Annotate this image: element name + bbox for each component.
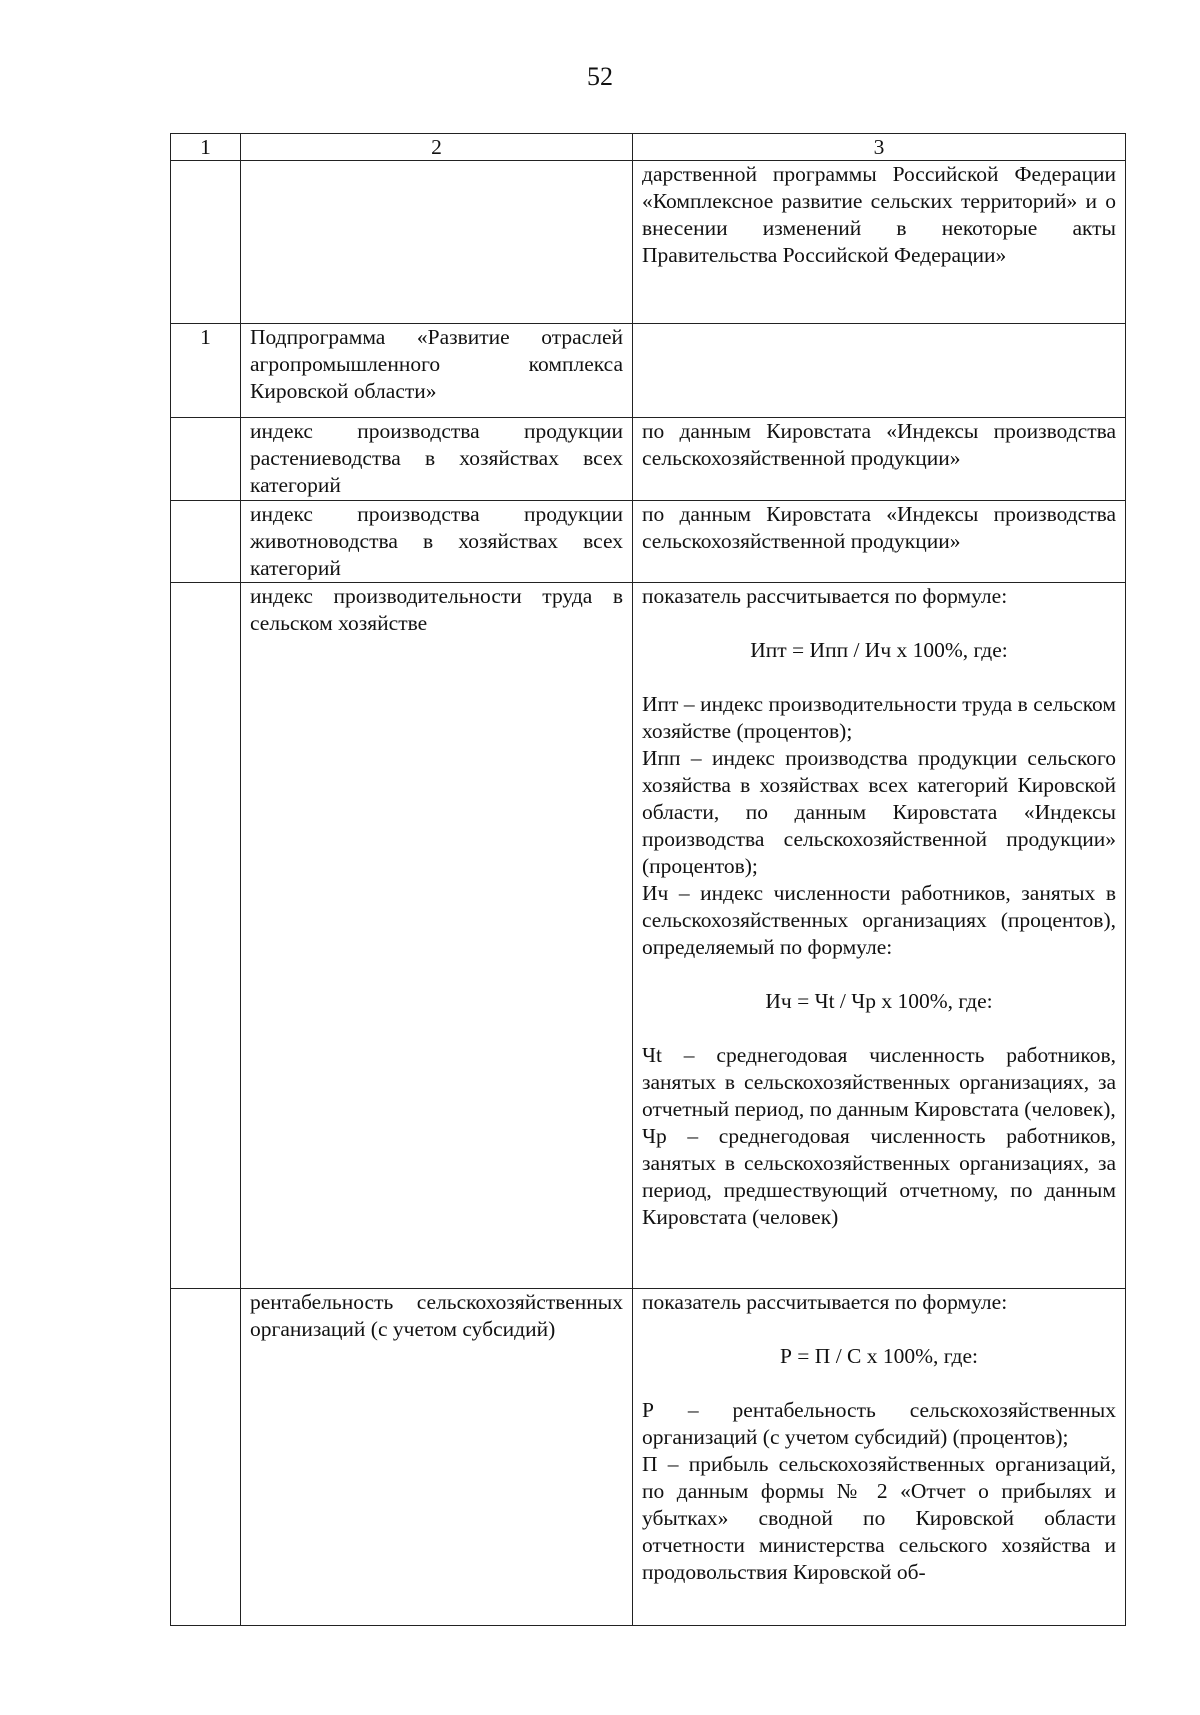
table-row-subprogram [171, 324, 1126, 418]
table-header-row [171, 134, 1126, 161]
cell-num-empty [171, 418, 241, 501]
table-row-livestock-index [171, 501, 1126, 583]
cell-num-empty [171, 501, 241, 583]
cell-num-empty [171, 583, 241, 1289]
cell-indicator-name: рентабельность сельскохозяйственных организаций (с учетом субсидий) [241, 1289, 633, 1626]
definition-p: П – прибыль сельскохозяйственных организаций, по данным формы № 2 «Отчет о прибылях и убытках» сводной по Кировской области отчетности министерства сельского хозяйства и продовольствия Кировской об- [642, 1452, 1116, 1584]
cell-indicator-method [633, 583, 1126, 1289]
formula-productivity: Ипт = Ипп / Ич х 100%, где: [750, 638, 1008, 662]
method-intro: показатель рассчитывается по формуле: [642, 584, 1008, 608]
definition-chr: Чр – среднегодовая численность работников, занятых в сельскохозяйственных организациях, за период, предшествующий отчетному, по данным Кировстата (человек) [642, 1124, 1116, 1229]
cell-method-empty [633, 324, 1126, 418]
table-row-productivity-index [171, 583, 1126, 1289]
cell-indicator-name: индекс производительности труда в сельском хозяйстве [241, 583, 633, 1289]
definition-cht: Чt – среднегодовая численность работников, занятых в сельскохозяйственных организациях, за отчетный период, по данным Кировстата (человек), [642, 1043, 1116, 1121]
method-intro: показатель рассчитывается по формуле: [642, 1290, 1008, 1314]
header-col-3: 3 [633, 134, 1126, 161]
definition-ipp: Ипп – индекс производства продукции сельского хозяйства в хозяйствах всех категорий Кировской области, по данным Кировстата «Индексы производства сельскохозяйственной продукции» (процентов); [642, 746, 1116, 878]
table-row-crop-index [171, 418, 1126, 501]
definition-ich: Ич – индекс численности работников, занятых в сельскохозяйственных организациях (процентов), определяемый по формуле: [642, 881, 1116, 959]
definition-ipt: Ипт – индекс производительности труда в сельском хозяйстве (процентов); [642, 692, 1116, 743]
formula-profitability: Р = П / С х 100%, где: [779, 1344, 979, 1368]
cell-num-empty [171, 161, 241, 324]
cell-indicator-method: по данным Кировстата «Индексы производства сельскохозяйственной продукции» [633, 501, 1126, 583]
definition-r: Р – рентабельность сельскохозяйственных организаций (с учетом субсидий) (процентов); [642, 1398, 1116, 1449]
table-row-continuation [171, 161, 1126, 324]
cell-method-continuation: дарственной программы Российской Федерации «Комплексное развитие сельских территорий» и о внесении изменений в некоторые акты Правительства Российской Федерации» [633, 161, 1126, 324]
page-number: 52 [587, 62, 613, 91]
cell-indicator-method [633, 1289, 1126, 1626]
cell-subprogram-title: Подпрограмма «Развитие отраслей агропромышленного комплекса Кировской области» [241, 324, 633, 418]
cell-indicator-name: индекс производства продукции растениеводства в хозяйствах всех категорий [241, 418, 633, 501]
header-col-1: 1 [171, 134, 241, 161]
cell-subprogram-number: 1 [171, 324, 241, 418]
table-row-profitability [171, 1289, 1126, 1626]
cell-indicator-name: индекс производства продукции животноводства в хозяйствах всех категорий [241, 501, 633, 583]
cell-num-empty [171, 1289, 241, 1626]
header-col-2: 2 [241, 134, 633, 161]
cell-indicator-method: по данным Кировстата «Индексы производства сельскохозяйственной продукции» [633, 418, 1126, 501]
indicators-table [170, 133, 1126, 1626]
cell-name-empty [241, 161, 633, 324]
formula-employment: Ич = Чt / Чр х 100%, где: [765, 989, 993, 1013]
